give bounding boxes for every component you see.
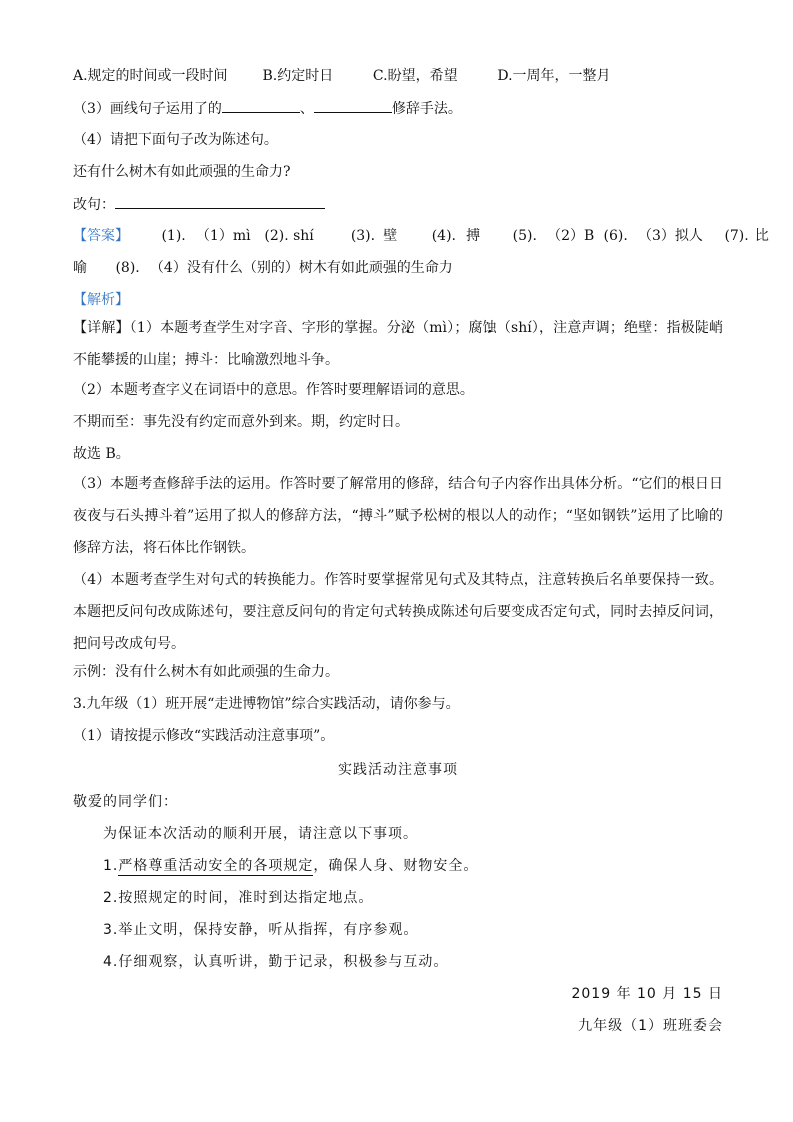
detail-para-1: 【详解】（1）本题考查学生对字音、字形的掌握。分泌（mì）；腐蚀（shí），注意声调；绝壁：指极陡峭不能攀援的山崖；搏斗：比喻激烈地斗争。: [73, 320, 724, 368]
detail-para-6: （4）本题考查学生对句式的转换能力。作答时要掌握常见句式及其特点，注意转换后名单要保持一致。本题把反问句改成陈述句，要注意反问句的肯定句式转换成陈述句后要变成否定句式，同时去掉反问词，把问号改成句号。: [73, 572, 723, 652]
notice-greeting: 敬爱的同学们：: [73, 794, 178, 810]
detail-para-2: （2）本题考查字义在词语中的意思。作答时要理解语词的意思。: [73, 382, 474, 398]
notice-item-1: 1.严格尊重活动安全的各项规定，确保人身、财物安全。: [103, 858, 479, 874]
notice-title: 实践活动注意事项: [338, 762, 458, 778]
notice-intro: 为保证本次活动的顺利开展，请注意以下事项。: [103, 826, 418, 842]
option-b: B.约定时日: [262, 68, 334, 84]
rewrite-blank[interactable]: [115, 194, 325, 209]
option-a: A.规定的时间或一段时间: [73, 68, 228, 84]
option-c: C.盼望，希望: [372, 68, 458, 84]
detail-example: 示例：没有什么树木有如此顽强的生命力。: [73, 664, 339, 680]
option-d: D.一周年，一整月: [497, 68, 611, 84]
answer-line-1: 【答案】 (1). （1）mì (2). shí (3). 壁 (4). 搏 (5). （2）B (6). （3）拟人 (7). 比: [73, 228, 769, 244]
rewrite-line: 改句：: [73, 194, 723, 215]
detail-para-5: （3）本题考查修辞手法的运用。作答时要了解常用的修辞，结合句子内容作出具体分析。“它们的根日日夜夜与石头搏斗着”运用了拟人的修辞方法，“搏斗”赋予松树的根以人的动作；“坚如钢铁”运用了比喻的修辞方法，将石体比作钢铁。: [73, 476, 723, 556]
question-next-title: 3.九年级（1）班开展“走进博物馆”综合实践活动，请你参与。: [73, 696, 460, 712]
blank-2[interactable]: [314, 98, 392, 113]
blank-1[interactable]: [222, 98, 300, 113]
options-row: [73, 66, 723, 86]
answer-label: 【答案】: [73, 228, 129, 244]
notice-item-3: 3.举止文明，保持安静，听从指挥，有序参观。: [103, 922, 419, 938]
detail-para-4: 故选 B。: [73, 446, 130, 462]
detail-para-3: 不期而至：事先没有约定而意外到来。期，约定时日。: [73, 414, 409, 430]
underlined-sentence: 严格尊重活动安全的各项规定: [118, 858, 314, 874]
question-sentence: 还有什么树木有如此顽强的生命力?: [73, 164, 291, 180]
analysis-label: 【解析】: [73, 292, 129, 308]
notice-signature: 九年级（1）班班委会: [578, 1018, 723, 1034]
notice-item-4: 4.仔细观察，认真听讲，勤于记录，积极参与互动。: [103, 954, 449, 970]
answer-line-2: 喻 (8). （4）没有什么（别的）树木有如此顽强的生命力: [73, 260, 453, 276]
question-next-sub: （1）请按提示修改“实践活动注意事项”。: [73, 728, 335, 744]
notice-date: 2019 年 10 月 15 日: [571, 986, 723, 1002]
question-3: （3）画线句子运用了的 、 修辞手法。: [73, 98, 723, 119]
question-4: （4）请把下面句子改为陈述句。: [73, 132, 278, 148]
notice-item-2: 2.按照规定的时间，准时到达指定地点。: [103, 890, 374, 906]
